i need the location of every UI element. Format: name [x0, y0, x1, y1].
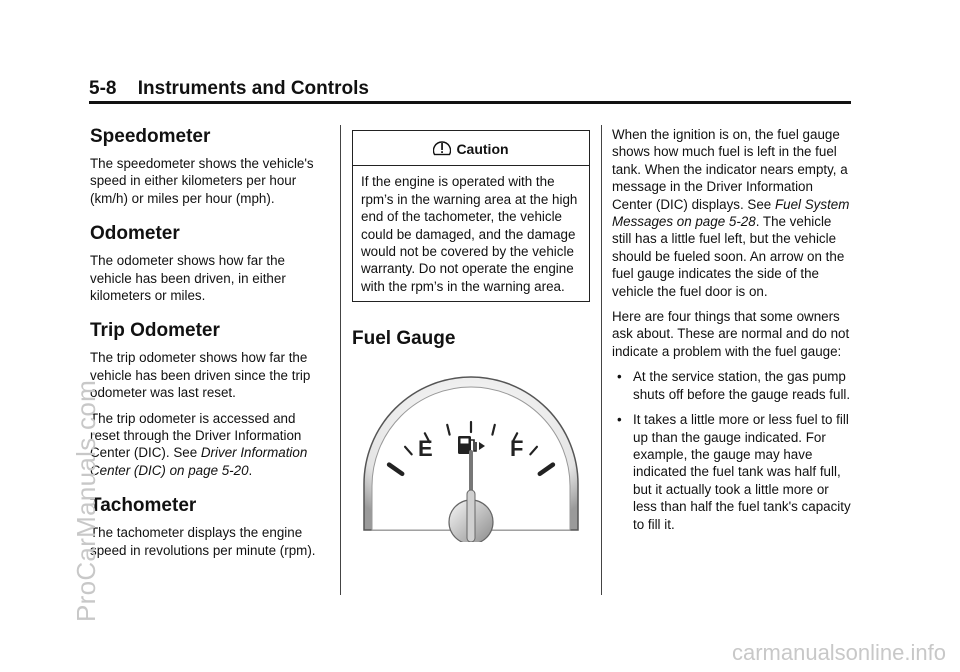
fuel-messages-reference-link[interactable]: Fuel System Messages on page 5-28 — [612, 196, 850, 230]
column-3 — [612, 126, 852, 541]
list-item-text: It takes a little more or less fuel to fill up than the gauge indicated. For example, the gauge may have indicated the fuel tank was half full, but it actually took a little more or less than half the fuel tank's capacity to fill it. — [633, 412, 851, 532]
gauge-empty-label: E — [418, 436, 433, 462]
list-item — [612, 368, 852, 403]
column-1 — [90, 126, 328, 567]
tachometer-heading: Tachometer — [90, 495, 197, 517]
fuel-faq-list — [612, 368, 852, 533]
fuel-text-b: . The vehicle still has a little fuel left, but the vehicle should be fueled soon. An arrow on the fuel gauge indicates the side of the vehicle the fuel door is on. — [612, 214, 845, 299]
watermark-left: ProCarManuals.com — [71, 379, 101, 622]
chapter-title: Instruments and Controls — [137, 78, 369, 99]
gauge-full-label: F — [510, 436, 524, 462]
column-2 — [352, 126, 590, 542]
bullet-icon: • — [617, 412, 622, 428]
caution-box — [352, 130, 590, 302]
trip-odometer-text-2 — [90, 410, 328, 480]
trip-text-a: The trip odometer is accessed and reset through the Driver Information Center (DIC). See — [90, 410, 302, 461]
odometer-text: The odometer shows how far the vehicle has been driven, in either kilometers or miles. — [90, 253, 286, 304]
dic-reference-link[interactable]: Driver Information Center (DIC) on page 5-20 — [90, 445, 308, 478]
fuel-text-a: When the ignition is on, the fuel gauge shows how much fuel is left in the fuel tank. When the indicator nears empty, a message in the Driver Information Center (DIC) displays. See — [612, 127, 848, 212]
gauge-hub-stem — [467, 490, 475, 542]
speedometer-heading: Speedometer — [90, 126, 211, 147]
watermark-bottom: carmanualsonline.info — [731, 640, 946, 665]
caution-text: If the engine is operated with the rpm’s in the warning area at the high end of the tachometer, the vehicle could be damaged, and the damage would not be covered by the vehicle warranty. Do not operate the engine with the rpm’s in the warning area. — [361, 174, 578, 294]
speedometer-text: The speedometer shows the vehicle's speed in either kilometers per hour (km/h) or miles per hour (mph). — [90, 156, 314, 206]
trip-text-b: . — [248, 462, 253, 478]
column-divider-1 — [340, 125, 341, 595]
page-number: 5-8 — [89, 78, 117, 99]
header-rule — [89, 101, 851, 104]
fuel-gauge-text-1 — [612, 126, 852, 300]
page-header — [89, 78, 851, 100]
caution-header — [353, 131, 589, 166]
trip-odometer-heading: Trip Odometer — [90, 320, 220, 342]
caution-icon — [433, 141, 456, 157]
fuel-gauge-illustration — [354, 372, 588, 542]
fuel-gauge-text-2: Here are four things that some owners ask about. These are normal and do not indicate a problem with the fuel gauge: — [612, 309, 850, 359]
trip-odometer-text-1: The trip odometer shows how far the vehicle has been driven since the trip odometer was last reset. — [90, 350, 311, 401]
tachometer-text: The tachometer displays the engine speed in revolutions per minute (rpm). — [90, 525, 316, 558]
list-item-text: At the service station, the gas pump shuts off before the gauge reads full. — [633, 369, 851, 402]
odometer-heading: Odometer — [90, 223, 180, 245]
caution-title: Caution — [456, 141, 509, 157]
fuel-gauge-heading: Fuel Gauge — [352, 328, 456, 350]
list-item — [612, 411, 852, 533]
column-divider-2 — [601, 125, 602, 595]
bullet-icon: • — [617, 369, 622, 385]
